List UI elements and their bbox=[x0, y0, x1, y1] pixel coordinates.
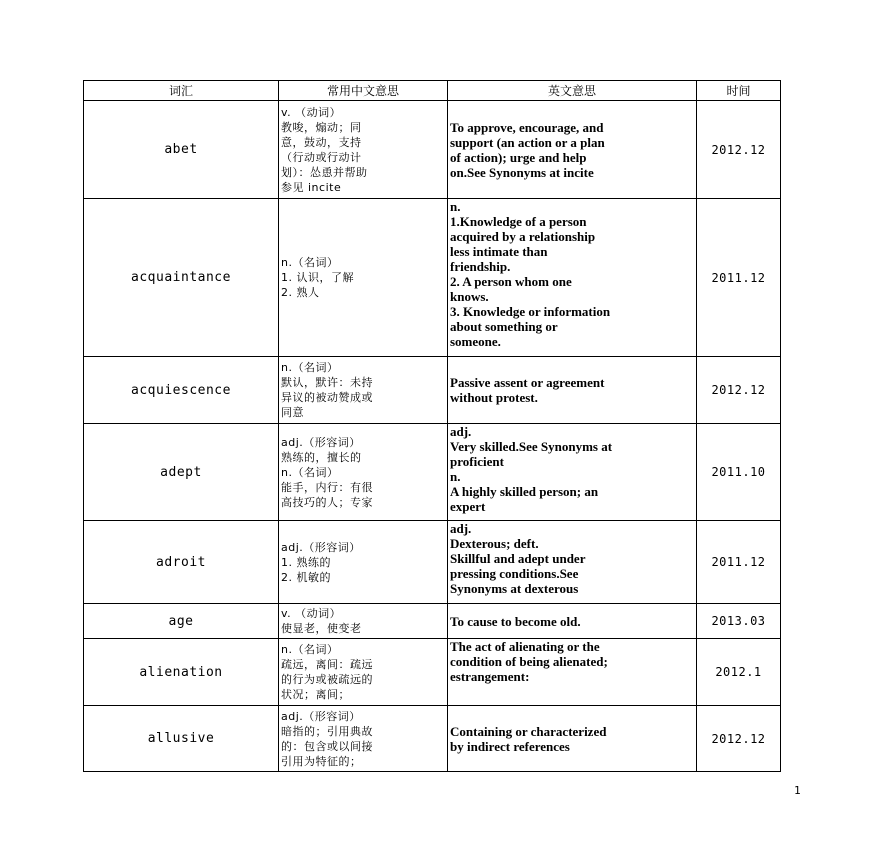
chinese-meaning-cell: v. （动词） 使显老，使变老 bbox=[279, 604, 448, 639]
table-row bbox=[84, 639, 781, 706]
header-english-meaning: 英文意思 bbox=[448, 81, 697, 101]
chinese-meaning-cell: n.（名词） 默认，默许：未持 异议的被动赞成或 同意 bbox=[279, 357, 448, 424]
page-number: 1 bbox=[794, 784, 801, 797]
time-cell: 2011.10 bbox=[697, 424, 781, 521]
english-meaning-cell: To approve, encourage, and support (an action or a plan of action); urge and help on.See Synonyms at incite bbox=[448, 101, 697, 199]
english-meaning-cell: Passive assent or agreement without protest. bbox=[448, 357, 697, 424]
table-row bbox=[84, 357, 781, 424]
table-row bbox=[84, 424, 781, 521]
word-cell: allusive bbox=[84, 706, 279, 772]
english-meaning-cell: n. 1.Knowledge of a person acquired by a relationship less intimate than friendship. 2. A person whom one knows. 3. Knowledge or information about something or someone. bbox=[448, 199, 697, 357]
table-row bbox=[84, 706, 781, 772]
table-row bbox=[84, 521, 781, 604]
time-cell: 2012.12 bbox=[697, 357, 781, 424]
english-meaning-cell: adj. Very skilled.See Synonyms at proficient n. A highly skilled person; an expert bbox=[448, 424, 697, 521]
time-cell: 2012.12 bbox=[697, 706, 781, 772]
time-cell: 2011.12 bbox=[697, 199, 781, 357]
time-cell: 2012.1 bbox=[697, 639, 781, 706]
word-cell: acquaintance bbox=[84, 199, 279, 357]
english-meaning-cell: To cause to become old. bbox=[448, 604, 697, 639]
word-cell: acquiescence bbox=[84, 357, 279, 424]
chinese-meaning-cell: n.（名词） 1. 认识，了解 2. 熟人 bbox=[279, 199, 448, 357]
word-cell: alienation bbox=[84, 639, 279, 706]
time-cell: 2011.12 bbox=[697, 521, 781, 604]
header-chinese-meaning: 常用中文意思 bbox=[279, 81, 448, 101]
chinese-meaning-cell: v. （动词） 教唆，煽动；同 意，鼓动，支持 （行动或行动计 划）：怂恿并帮助 参见 incite bbox=[279, 101, 448, 199]
english-meaning-cell: The act of alienating or the condition of being alienated; estrangement: bbox=[448, 639, 697, 706]
chinese-meaning-cell: adj.（形容词） 1. 熟练的 2. 机敏的 bbox=[279, 521, 448, 604]
word-cell: abet bbox=[84, 101, 279, 199]
chinese-meaning-cell: adj.（形容词） 暗指的；引用典故 的：包含或以间接 引用为特征的； bbox=[279, 706, 448, 772]
time-cell: 2012.12 bbox=[697, 101, 781, 199]
english-meaning-cell: adj. Dexterous; deft. Skillful and adept under pressing conditions.See Synonyms at dexterous bbox=[448, 521, 697, 604]
header-word: 词汇 bbox=[84, 81, 279, 101]
word-cell: adroit bbox=[84, 521, 279, 604]
table-row bbox=[84, 199, 781, 357]
word-cell: age bbox=[84, 604, 279, 639]
chinese-meaning-cell: adj.（形容词） 熟练的，擅长的 n.（名词） 能手，内行：有很 高技巧的人；专家 bbox=[279, 424, 448, 521]
time-cell: 2013.03 bbox=[697, 604, 781, 639]
table-row bbox=[84, 101, 781, 199]
word-cell: adept bbox=[84, 424, 279, 521]
header-time: 时间 bbox=[697, 81, 781, 101]
english-meaning-cell: Containing or characterized by indirect references bbox=[448, 706, 697, 772]
header-row bbox=[84, 81, 781, 101]
chinese-meaning-cell: n.（名词） 疏远，离间：疏远 的行为或被疏远的 状况；离间； bbox=[279, 639, 448, 706]
vocabulary-table bbox=[83, 80, 781, 772]
table-row bbox=[84, 604, 781, 639]
